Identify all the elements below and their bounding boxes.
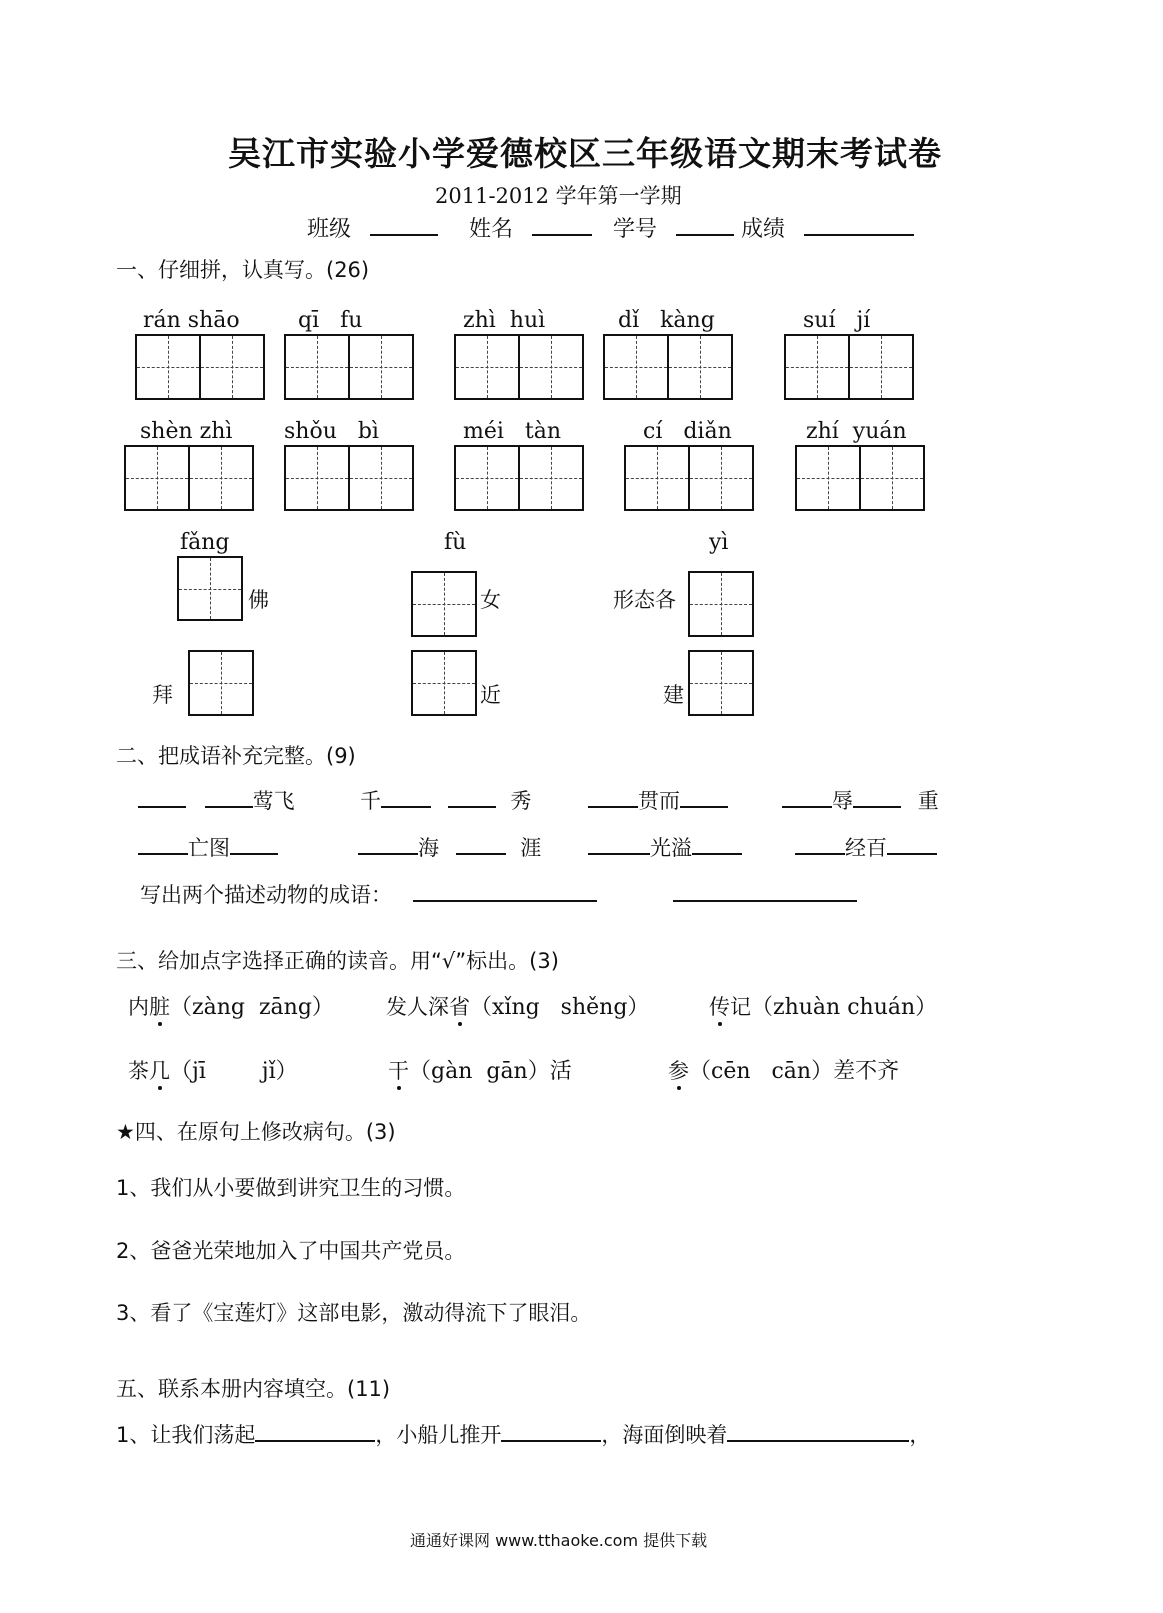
word-text: 茶 [128, 1059, 149, 1083]
sentence-item[interactable]: 1、我们从小要做到讲究卫生的习惯。 [116, 1176, 466, 1200]
idiom-blank[interactable] [456, 831, 506, 855]
score-label: 成绩 [741, 217, 786, 242]
idiom-text: 莺飞 [252, 789, 295, 813]
character-hint: 建 [663, 683, 684, 707]
writing-grid[interactable] [603, 334, 733, 400]
idiom-text: 经百 [845, 836, 887, 860]
idiom-item [358, 831, 541, 862]
pinyin-label: rán shāo [143, 308, 240, 333]
fill-blank[interactable] [727, 1418, 909, 1442]
idiom-item [782, 784, 939, 815]
idiom-blank[interactable] [680, 784, 728, 808]
pinyin-options[interactable]: （zhuàn chuán） [751, 995, 938, 1020]
fill-text: 1、让我们荡起 [116, 1423, 256, 1447]
character-hint: 女 [480, 588, 501, 612]
idiom-text: 辱 [832, 789, 853, 813]
class-blank[interactable] [370, 212, 438, 236]
pronunciation-item [388, 1054, 572, 1085]
word-text: 记 [730, 995, 751, 1019]
idiom-text: 亡图 [188, 836, 230, 860]
fill-text: ， [909, 1423, 931, 1447]
pinyin-label: yì [709, 530, 729, 555]
pinyin-label: fǎng [180, 530, 230, 555]
writing-grid[interactable] [784, 334, 914, 400]
fill-blank[interactable] [255, 1418, 375, 1442]
dotted-character: 干 [388, 1059, 409, 1083]
section1-heading: 一、仔细拼，认真写。(26) [116, 258, 370, 282]
animal-idiom-blank[interactable] [673, 878, 857, 902]
name-label: 姓名 [469, 217, 514, 242]
idiom-item [138, 784, 295, 815]
student-info-line [307, 212, 914, 243]
sentence-item[interactable]: 3、看了《宝莲灯》这部电影，激动得流下了眼泪。 [116, 1301, 592, 1325]
score-blank[interactable] [804, 212, 914, 236]
number-blank[interactable] [676, 212, 734, 236]
class-label: 班级 [307, 217, 352, 242]
single-writing-grid[interactable] [411, 571, 477, 637]
idiom-blank[interactable] [381, 784, 431, 808]
character-hint: 近 [480, 683, 501, 707]
word-text: 发人深 [386, 995, 449, 1019]
idiom-blank[interactable] [853, 784, 901, 808]
footer-text: 通通好课网 www.tthaoke.com 提供下载 [410, 1531, 708, 1550]
word-text: 内 [128, 995, 149, 1019]
dotted-character: 参 [668, 1059, 689, 1083]
pinyin-label: shǒu bì [284, 419, 379, 444]
pinyin-label: suí jí [803, 308, 871, 333]
idiom-item [795, 831, 937, 862]
idiom-text: 海 [418, 836, 439, 860]
pinyin-label: méi tàn [463, 419, 562, 444]
fill-blank[interactable] [501, 1418, 601, 1442]
pinyin-options[interactable]: （gàn gān）活 [409, 1059, 572, 1084]
writing-grid[interactable] [454, 445, 584, 511]
single-writing-grid[interactable] [411, 650, 477, 716]
idiom-text: 秀 [510, 789, 532, 813]
single-writing-grid[interactable] [188, 650, 254, 716]
idiom-text: 重 [917, 789, 939, 813]
pinyin-label: qī fu [298, 308, 363, 333]
dotted-character: 省 [449, 995, 470, 1019]
idiom-blank[interactable] [795, 831, 845, 855]
dotted-character: 脏 [149, 995, 170, 1019]
pinyin-options[interactable]: （jī jǐ） [170, 1059, 298, 1084]
animal-idiom-blank[interactable] [413, 878, 597, 902]
idiom-item [588, 784, 728, 815]
animal-idiom-line [140, 878, 857, 909]
single-writing-grid[interactable] [177, 556, 243, 621]
pinyin-label: shèn zhì [140, 419, 233, 444]
pinyin-label: zhì huì [463, 308, 546, 333]
idiom-blank[interactable] [588, 831, 650, 855]
pinyin-options[interactable]: （cēn cān）差不齐 [689, 1059, 900, 1084]
character-hint: 拜 [152, 683, 173, 707]
idiom-blank[interactable] [138, 784, 186, 808]
idiom-text: 光溢 [650, 836, 692, 860]
idiom-blank[interactable] [138, 831, 188, 855]
idiom-blank[interactable] [205, 784, 253, 808]
writing-grid[interactable] [795, 445, 925, 511]
character-hint: 形态各 [613, 588, 676, 612]
character-hint: 佛 [248, 588, 269, 612]
idiom-blank[interactable] [588, 784, 638, 808]
writing-grid[interactable] [454, 334, 584, 400]
pronunciation-item [128, 1054, 298, 1085]
dotted-character: 传 [709, 995, 730, 1019]
single-writing-grid[interactable] [688, 571, 754, 637]
idiom-item [588, 831, 742, 862]
section5-heading: 五、联系本册内容填空。(11) [116, 1377, 391, 1401]
fill-text: ，海面倒映着 [601, 1423, 728, 1447]
idiom-text: 千 [360, 789, 381, 813]
single-writing-grid[interactable] [688, 650, 754, 716]
idiom-blank[interactable] [887, 831, 937, 855]
number-label: 学号 [613, 217, 658, 242]
idiom-item [138, 831, 278, 862]
section3-heading: 三、给加点字选择正确的读音。用“√”标出。(3) [116, 949, 559, 973]
pinyin-options[interactable]: （zàng zāng） [170, 995, 334, 1020]
pronunciation-item [386, 990, 649, 1021]
pinyin-label: cí diǎn [643, 419, 732, 444]
fill-in-line [116, 1418, 930, 1449]
pronunciation-item [668, 1054, 899, 1085]
writing-grid[interactable] [284, 445, 414, 511]
idiom-text: 涯 [520, 836, 542, 860]
pinyin-label: zhí yuán [806, 419, 907, 444]
sentence-item[interactable]: 2、爸爸光荣地加入了中国共产党员。 [116, 1239, 466, 1263]
idiom-text: 贯而 [638, 789, 680, 813]
section4-heading: ★四、在原句上修改病句。(3) [116, 1120, 396, 1144]
exam-subtitle: 2011-2012 学年第一学期 [435, 184, 682, 208]
idiom-item [360, 784, 531, 815]
writing-grid[interactable] [124, 445, 254, 511]
idiom-blank[interactable] [230, 831, 278, 855]
pronunciation-item [709, 990, 937, 1021]
writing-grid[interactable] [284, 334, 414, 400]
idiom-blank[interactable] [692, 831, 742, 855]
writing-grid[interactable] [135, 334, 265, 400]
pinyin-label: dǐ kàng [618, 308, 715, 333]
writing-grid[interactable] [624, 445, 754, 511]
fill-text: ，小船儿推开 [375, 1423, 502, 1447]
dotted-character: 几 [149, 1059, 170, 1083]
pinyin-options[interactable]: （xǐng shěng） [470, 995, 650, 1020]
exam-title: 吴江市实验小学爱德校区三年级语文期末考试卷 [228, 134, 942, 173]
idiom-blank[interactable] [782, 784, 832, 808]
animal-idiom-prompt: 写出两个描述动物的成语： [140, 883, 392, 907]
name-blank[interactable] [532, 212, 592, 236]
idiom-blank[interactable] [448, 784, 496, 808]
pronunciation-item [128, 990, 334, 1021]
pinyin-label: fù [444, 530, 467, 555]
section2-heading: 二、把成语补充完整。(9) [116, 744, 356, 768]
idiom-blank[interactable] [358, 831, 418, 855]
